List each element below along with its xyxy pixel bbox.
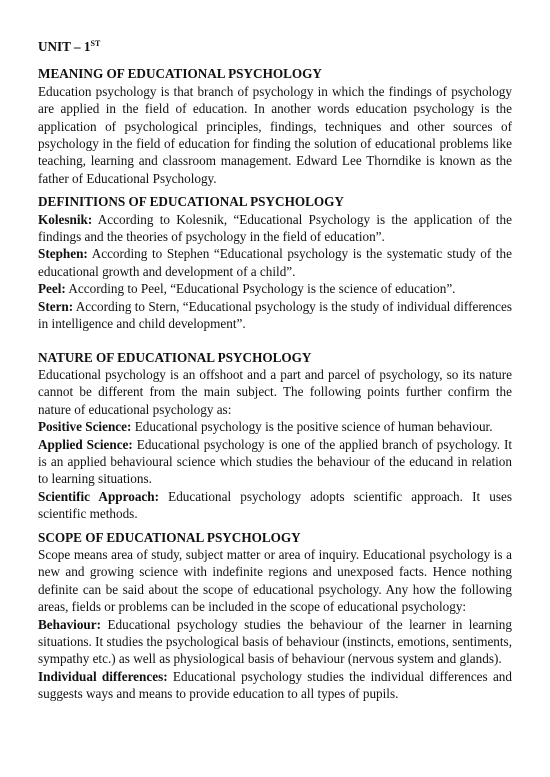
section-paragraph: Scope means area of study, subject matter or area of inquiry. Educational psychology is a new and growing science with indefinite regions and unexposed facts. Hence nothing definite can be said about the scope of educational psychology. Any how the following areas, fields or problems can be included in the scope of educational psychology: [38,546,512,615]
unit-title-superscript: ST [90,39,101,48]
nature-text: Educational psychology is the positive science of human behaviour. [131,419,493,435]
unit-title [38,38,512,55]
section-definitions [38,193,512,332]
nature-term: Scientific Approach: [38,488,159,504]
section-heading: NATURE OF EDUCATIONAL PSYCHOLOGY [38,349,312,365]
nature-term: Positive Science: [38,419,132,435]
definition-text: According to Kolesnik, “Educational Psychology is the application of the findings and the theories of psychology in the field of education”. [38,211,512,245]
definition-term: Stephen: [38,246,88,262]
scope-item [38,668,512,703]
definition-item [38,280,512,297]
section-heading: MEANING OF EDUCATIONAL PSYCHOLOGY [38,66,322,82]
definition-term: Peel: [38,281,66,297]
definition-item [38,211,512,246]
scope-term: Behaviour: [38,616,102,632]
section-scope [38,529,512,703]
definition-text: According to Stephen “Educational psychology is the systematic study of the educational growth and development of a child”. [38,246,512,279]
section-meaning [38,65,512,187]
definition-item [38,245,512,280]
section-heading: SCOPE OF EDUCATIONAL PSYCHOLOGY [38,529,301,545]
nature-item [38,436,512,488]
definition-text: According to Peel, “Educational Psychology is the science of education”. [65,281,456,297]
nature-term: Applied Science: [38,436,133,452]
scope-item [38,616,512,668]
scope-text: Educational psychology studies the behaviour of the learner in learning situations. It studies the psychological basis of behaviour (instincts, emotions, sentiments, sympathy etc.) as well as physiological basis of behaviour (nervous system and glands). [38,616,512,667]
scope-term: Individual differences: [38,668,168,684]
scope-text: Educational psychology studies the individual differences and suggests ways and means to provide education to all types of pupils. [38,668,512,702]
section-paragraph: Educational psychology is an offshoot and a part and parcel of psychology, so its nature cannot be different from the main subject. The following points further confirm the nature of educational psychology as: [38,366,512,417]
unit-title-text: UNIT – 1 [38,39,91,54]
document-page [38,38,512,709]
definition-term: Stern: [38,298,74,314]
nature-item [38,418,512,435]
section-nature [38,349,512,523]
section-paragraph: Education psychology is that branch of psychology in which the findings of psychology are applied in the field of education. In another words education psychology is the application of psychological principles, findings, techniques and other sources of psychology in the field of education for finding the solution of educational problems like teaching, learning and classroom management. Edward Lee Thorndike is known as the father of Educational Psychology. [38,83,512,186]
definition-term: Kolesnik: [38,211,93,227]
nature-text: Educational psychology is one of the applied branch of psychology. It is an applied behavioural science which studies the behaviour of the educand in relation to learning situations. [38,436,512,487]
nature-text: Educational psychology adopts scientific approach. It uses scientific methods. [38,488,512,522]
nature-item [38,488,512,523]
definition-text: According to Stern, “Educational psychology is the study of individual differences in intelligence and child development”. [38,298,512,332]
definition-item [38,298,512,333]
section-heading: DEFINITIONS OF EDUCATIONAL PSYCHOLOGY [38,194,344,210]
